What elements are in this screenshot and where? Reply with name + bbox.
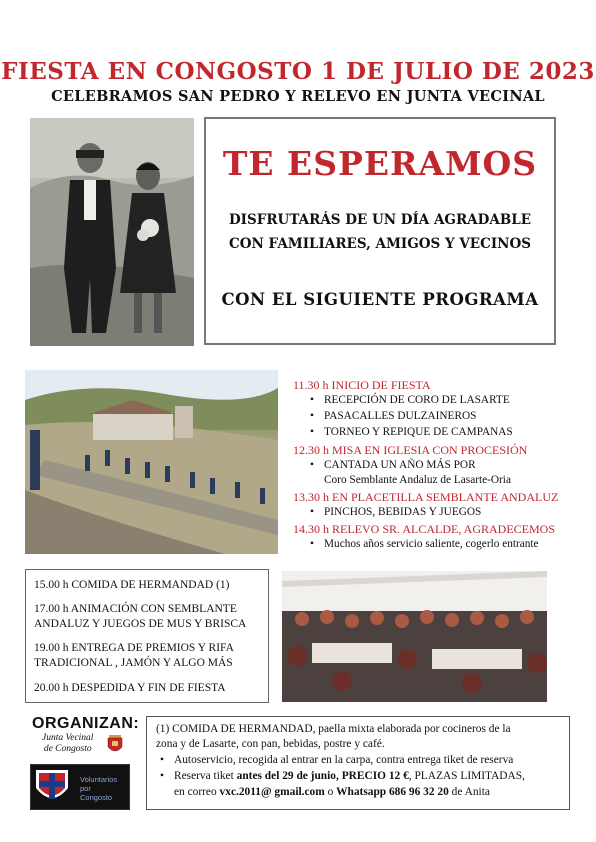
burgos-crest-icon — [106, 735, 124, 755]
schedule-title-1: 11.30 h INICIO DE FIESTA — [293, 378, 431, 392]
shield-cross-icon — [34, 768, 70, 806]
schedule-item: • RECEPCIÓN DE CORO DE LASARTE — [310, 394, 510, 406]
vol-line-1: Voluntarios — [80, 775, 118, 784]
page-title: FIESTA EN CONGOSTO 1 DE JULIO DE 2023 — [1, 58, 595, 85]
schedule-title-2: 12.30 h MISA EN IGLESIA CON PROCESIÓN — [293, 443, 528, 457]
schedule-item: • Muchos años servicio saliente, cogerlo entrante — [310, 538, 539, 550]
junta-line-1: Junta Vecinal — [42, 733, 94, 743]
reservation-text: Reserva tiket — [174, 770, 237, 782]
note-bullet-2 — [160, 770, 525, 782]
village-procession-photo — [25, 370, 278, 554]
afternoon-line: 19.00 h ENTREGA DE PREMIOS Y RIFA — [34, 642, 234, 654]
contact-whatsapp[interactable]: Whatsapp 686 96 32 20 — [336, 786, 449, 798]
note-line-2: zona y de Lasarte, con pan, bebidas, postre y café. — [156, 738, 385, 750]
greeting-heading: TE ESPERAMOS — [222, 144, 538, 183]
intro-line-2: CON FAMILIARES, AMIGOS Y VECINOS — [228, 236, 531, 252]
schedule-item: • PASACALLES DULZAINEROS — [310, 410, 476, 422]
schedule-item: • PINCHOS, BEBIDAS Y JUEGOS — [310, 506, 481, 518]
program-heading: CON EL SIGUIENTE PROGRAMA — [221, 290, 539, 309]
afternoon-line: 20.00 h DESPEDIDA Y FIN DE FIESTA — [34, 682, 226, 694]
limited-places-text: , PLAZAS LIMITADAS, — [408, 770, 525, 782]
contact-suffix: de Anita — [448, 786, 490, 798]
schedule-item-continuation: Coro Semblante Andaluz de Lasarte-Oria — [324, 474, 511, 486]
reservation-deadline: antes del 29 de junio, PRECIO 12 € — [236, 770, 409, 782]
schedule-item: • CANTADA UN AÑO MÁS POR — [310, 459, 476, 471]
contact-line — [174, 786, 490, 798]
junta-vecinal-logo-text — [42, 733, 93, 755]
afternoon-line: 17.00 h ANIMACIÓN CON SEMBLANTE — [34, 603, 237, 615]
organizers-heading: ORGANIZAN: — [32, 715, 140, 732]
schedule-item: • TORNEO Y REPIQUE DE CAMPANAS — [310, 426, 513, 438]
vol-line-3: Congosto — [80, 793, 113, 802]
page-subtitle: CELEBRAMOS SAN PEDRO Y RELEVO EN JUNTA VECINAL — [51, 88, 545, 105]
note-bullet-1: • Autoservicio, recogida al entrar en la carpa, contra entrega tiket de reserva — [160, 754, 513, 766]
schedule-title-4: 14.30 h RELEVO SR. ALCALDE, AGRADECEMOS — [293, 522, 556, 536]
vol-line-2: por — [80, 784, 91, 793]
voluntarios-text — [80, 775, 117, 802]
note-line-1: (1) COMIDA DE HERMANDAD, paella mixta elaborada por cocineros de la — [156, 723, 511, 735]
contact-mid: o — [324, 786, 337, 798]
afternoon-line: 15.00 h COMIDA DE HERMANDAD (1) — [34, 579, 230, 591]
junta-line-2: de Congosto — [43, 744, 92, 754]
contact-email[interactable]: vxc.2011@ gmail.com — [219, 786, 325, 798]
contact-prefix: en correo — [174, 786, 220, 798]
schedule-title-3: 13.30 h EN PLACETILLA SEMBLANTE ANDALUZ — [293, 490, 559, 504]
afternoon-line: ANDALUZ Y JUEGOS DE MUS Y BRISCA — [34, 618, 247, 630]
couple-photo — [30, 118, 194, 346]
afternoon-line: TRADICIONAL , JAMÓN Y ALGO MÁS — [34, 657, 233, 669]
community-dinner-photo — [282, 571, 547, 702]
intro-line-1: DISFRUTARÁS DE UN DÍA AGRADABLE — [228, 212, 532, 228]
